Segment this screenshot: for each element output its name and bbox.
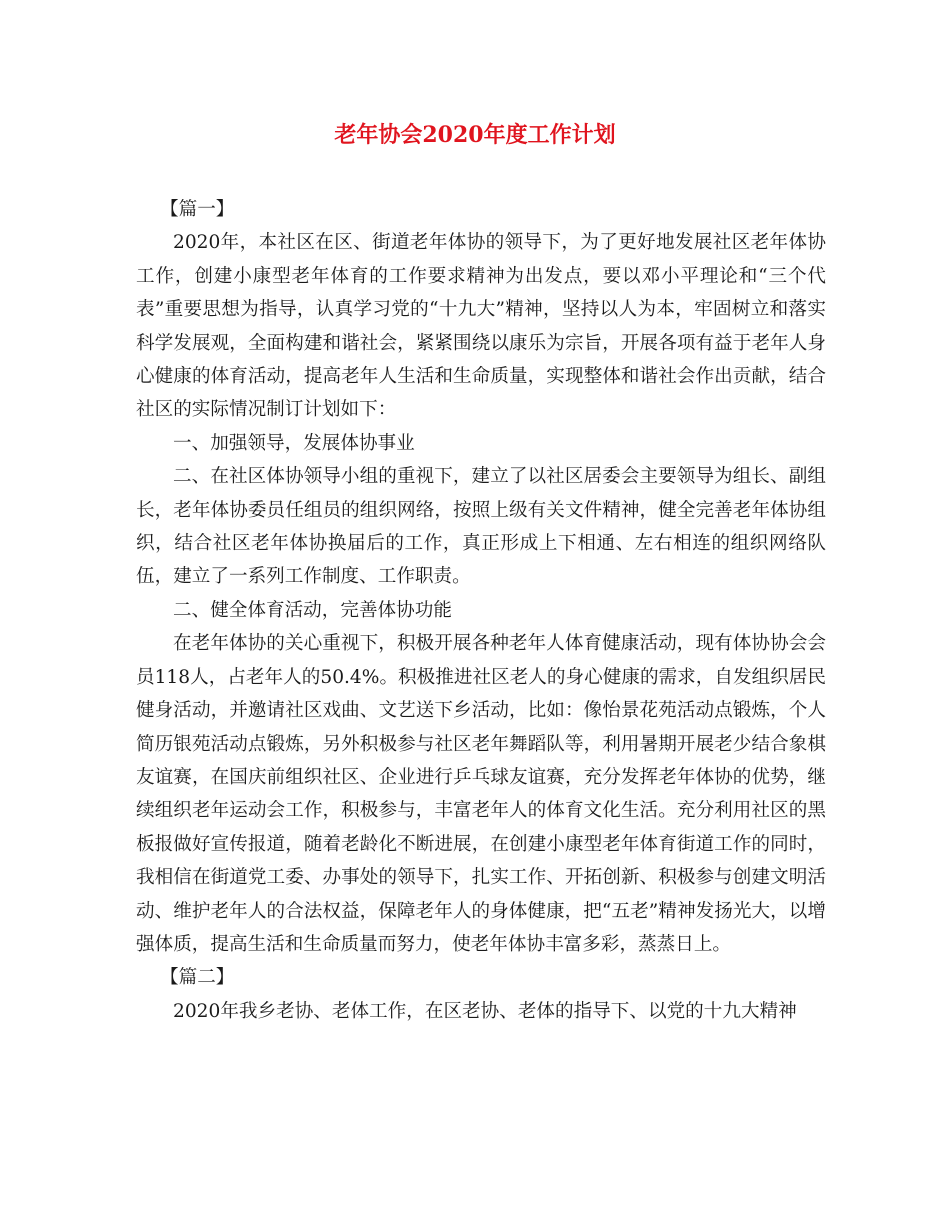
document-body	[136, 193, 826, 1028]
paragraph-intro: 2020年，本社区在区、街道老年体协的领导下，为了更好地发展社区老年体协工作，创建小康型老年体育的工作要求精神为出发点，要以邓小平理论和“三个代表”重要思想为指导，认真学习党的“十九大”精神，坚持以人为本，牢固树立和落实科学发展观，全面构建和谐社会，紧紧围绕以康乐为宗旨，开展各项有益于老年人身心健康的体育活动，提高老年人生活和生命质量，实现整体和谐社会作出贡献，结合社区的实际情况制订计划如下：	[136, 232, 826, 421]
part-one-label: 【篇一】	[160, 199, 235, 220]
paragraph-organization: 二、在社区体协领导小组的重视下，建立了以社区居委会主要领导为组长、副组长，老年体协委员任组员的组织网络，按照上级有关文件精神，健全完善老年体协组织，结合社区老年体协换届后的工作，真正形成上下相通、左右相连的组织网络队伍，建立了一系列工作制度、工作职责。	[136, 466, 826, 588]
document-title: 老年协会2020年度工作计划	[334, 122, 616, 148]
section-heading-leadership: 一、加强领导，发展体协事业	[173, 432, 415, 454]
paragraph-activities: 在老年体协的关心重视下，积极开展各种老年人体育健康活动，现有体协协会会员118人，占老年人的50.4%。积极推进社区老人的身心健康的需求，自发组织居民健身活动，并邀请社区戏曲、文艺送下乡活动，比如：像怡景花苑活动点锻炼，个人简历银苑活动点锻炼，另外积极参与社区老年舞蹈队等，利用暑期开展老少结合象棋友谊赛，在国庆前组织社区、企业进行乒乓球友谊赛，充分发挥老年体协的优势，继续组织老年运动会工作，积极参与，丰富老年人的体育文化生活。充分利用社区的黑板报做好宣传报道，随着老龄化不断进展，在创建小康型老年体育街道工作的同时，我相信在街道党工委、办事处的领导下，扎实工作、开拓创新、积极参与创建文明活动、维护老年人的合法权益，保障老年人的身体健康，把“五老”精神发扬光大，以增强体质，提高生活和生命质量而努力，使老年体协丰富多彩，蒸蒸日上。	[136, 633, 826, 955]
part-two-label: 【篇二】	[160, 967, 235, 989]
section-heading-activities: 二、健全体育活动，完善体协功能	[173, 599, 452, 621]
paragraph-part-two: 2020年我乡老协、老体工作，在区老协、老体的指导下、以党的十九大精神	[173, 1000, 797, 1022]
